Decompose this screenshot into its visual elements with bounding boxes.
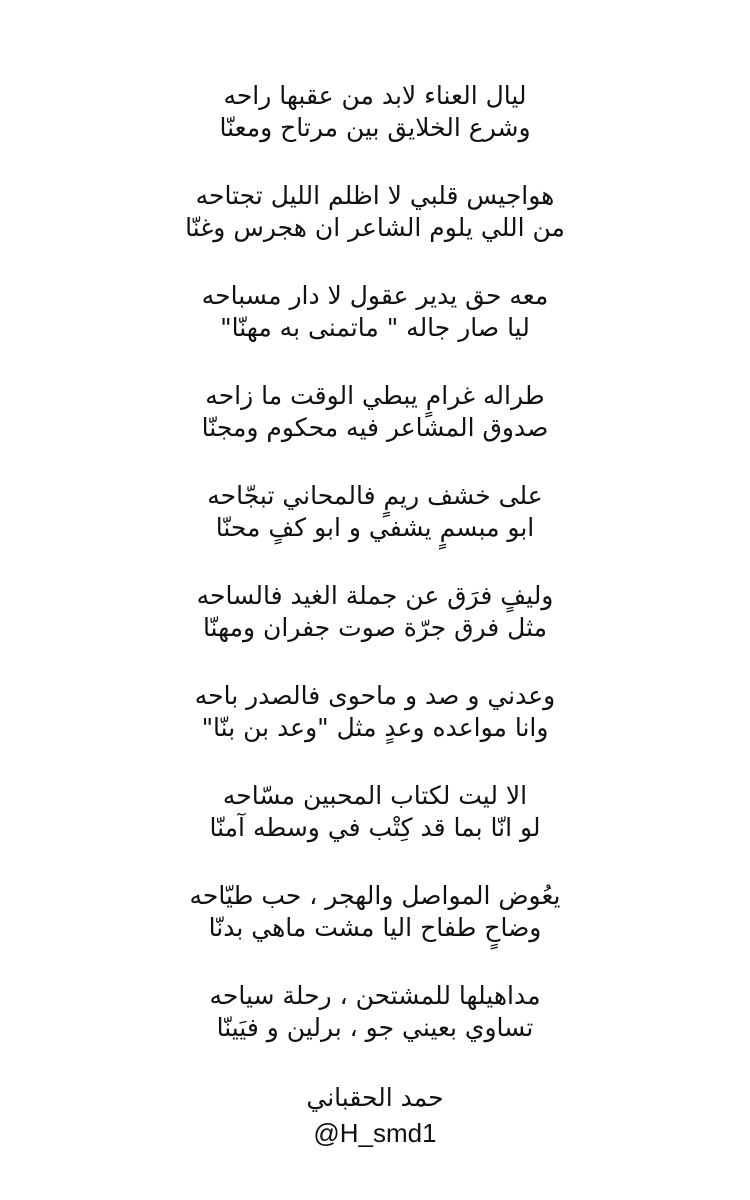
verse-line: طراله غرامٍ يبطي الوقت ما زاحه xyxy=(205,381,545,410)
verse-line: ليا صار جاله " ماتمنى به مهنّا" xyxy=(220,313,530,342)
verse-line: ليال العناء لابد من عقبها راحه xyxy=(223,81,527,110)
verse-line: وليفٍ فرَق عن جملة الغيد فالساحه xyxy=(196,581,554,610)
stanza-5 xyxy=(0,480,750,580)
stanza-3 xyxy=(0,280,750,380)
verse-line: يعُوض المواصل والهجر ، حب طيّاحه xyxy=(189,881,561,910)
verse-line: وانا مواعده وعدٍ مثل "وعد بن بنّا" xyxy=(201,713,549,742)
verse-line: ابو مبسمٍ يشفي و ابو كفٍ محنّا xyxy=(215,513,535,542)
verse-line: وضاحٍ طفاح اليا مشت ماهي بدنّا xyxy=(208,913,542,942)
signature-block xyxy=(0,1082,750,1150)
stanza-1 xyxy=(0,80,750,180)
verse-line: تساوي بعيني جو ، برلين و فيَينّا xyxy=(216,1013,534,1042)
verse-line: على خشف ريمٍ فالمحاني تبجّاحه xyxy=(207,481,543,510)
author-name: حمد الحقباني xyxy=(306,1083,444,1112)
verse-line: هواجيس قلبي لا اظلم الليل تجتاحه xyxy=(195,181,555,210)
verse-line: الا ليت لكتاب المحبين مسّاحه xyxy=(222,781,528,810)
stanza-2 xyxy=(0,180,750,280)
stanza-10 xyxy=(0,980,750,1080)
social-handle: @H_smd1 xyxy=(313,1118,437,1148)
verse-line: وشرع الخلايق بين مرتاح ومعنّا xyxy=(219,113,531,142)
stanza-4 xyxy=(0,380,750,480)
stanza-9 xyxy=(0,880,750,980)
verse-line: مثل فرق جرّة صوت جفران ومهنّا xyxy=(202,613,548,642)
verse-line: وعدني و صد و ماحوى فالصدر باحه xyxy=(194,681,556,710)
stanza-8 xyxy=(0,780,750,880)
verse-line: مداهيلها للمشتحن ، رحلة سياحه xyxy=(209,981,541,1010)
poem-body xyxy=(0,80,750,1080)
verse-line: من اللي يلوم الشاعر ان هجرس وغنّا xyxy=(185,213,565,242)
verse-line: صدوق المشاعر فيه محكوم ومجنّا xyxy=(201,413,549,442)
verse-line: لو انّا بما قد كِتْب في وسطه آمنّا xyxy=(209,813,541,842)
stanza-6 xyxy=(0,580,750,680)
stanza-7 xyxy=(0,680,750,780)
verse-line: معه حق يدير عقول لا دار مسباحه xyxy=(201,281,549,310)
